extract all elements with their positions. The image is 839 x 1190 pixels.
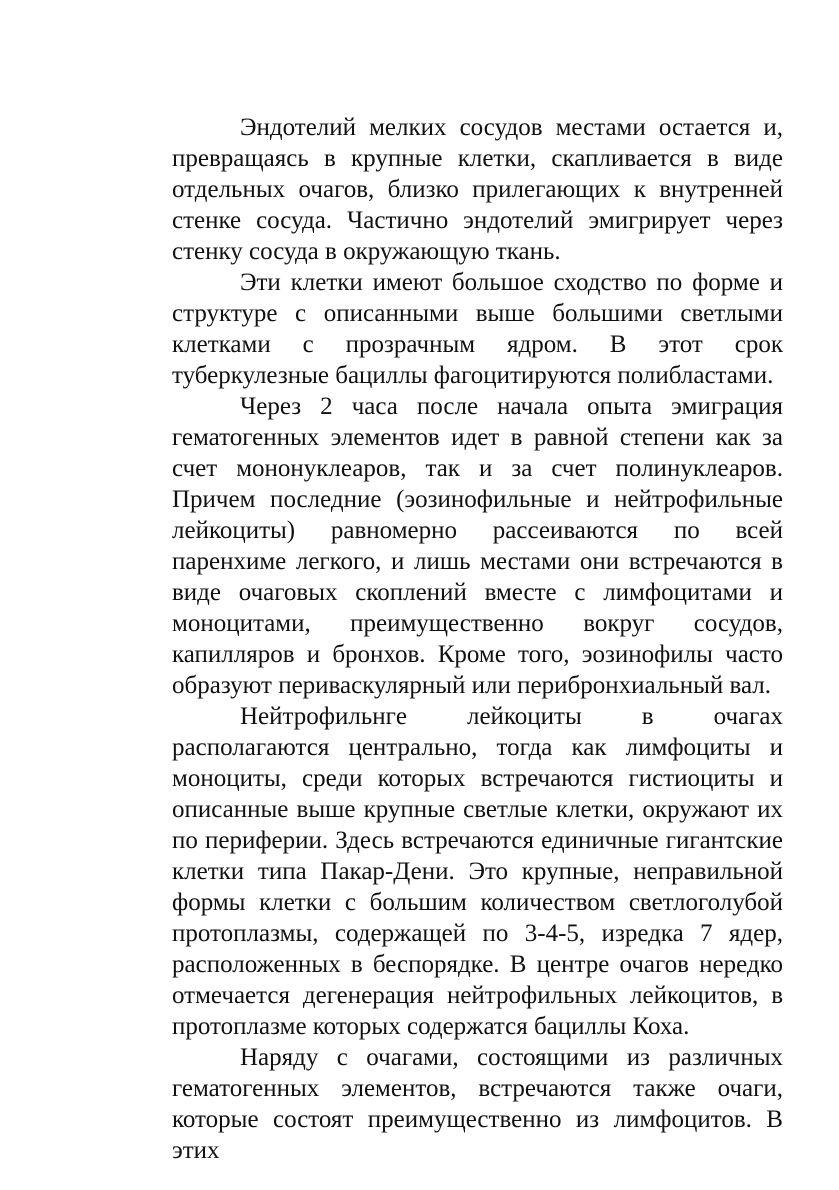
paragraph-4: Нейтрофильнгe лейкоциты в очагах располагаются центрально, тогда как лимфоциты и моноциты, среди которых встречаются гистиоциты и описанные выше крупные светлые клетки, окружают их по периферии. Здесь встречаются единичные гигантские клетки типа Пакар-Дени. Это крупные, неправильной формы клетки с большим количеством светлоголубой протоплазмы, содержащей по 3-4-5, изредка 7 ядер, расположенных в беспорядке. В центре очагов нередко отмечается дегенерация нейтрофильных лейкоцитов, в протоплазме которых содержатся бациллы Коха. [172,703,783,1040]
paragraph-1: Эндотелий мелких сосудов местами остается и, превращаясь в крупные клетки, скапливается в виде отдельных очагов, близко прилегающих к внутренней стенке сосуда. Частично эндотелий эмигрирует через стенку сосуда в окружающую ткань. [172,114,783,265]
body-text [172,112,783,1166]
paragraph-5: Наряду с очагами, состоящими из различных гематогенных элементов, встречаются также очаги, которые состоят преимущественно из лимфоцитов. В этих [172,1044,783,1164]
paragraph-3: Через 2 часа после начала опыта эмиграция гематогенных элементов идет в равной степени как за счет мононуклеаров, так и за счет полинуклеаров. Причем последние (эозинофильные и нейтрофильные лейкоциты) равномерно рассеиваются по всей паренхиме легкого, и лишь местами они встречаются в виде очаговых скоплений вместе с лимфоцитами и моноцитами, преимущественно вокруг сосудов, капилляров и бронхов. Кроме того, эозинофилы часто образуют периваскулярный или перибронхиальный вал. [172,393,783,699]
paragraph-2: Эти клетки имеют большое сходство по форме и структуре с описанными выше большими светлыми клетками с прозрачным ядром. В этот срок туберкулезные бациллы фагоцитируются полибластами. [172,269,783,389]
